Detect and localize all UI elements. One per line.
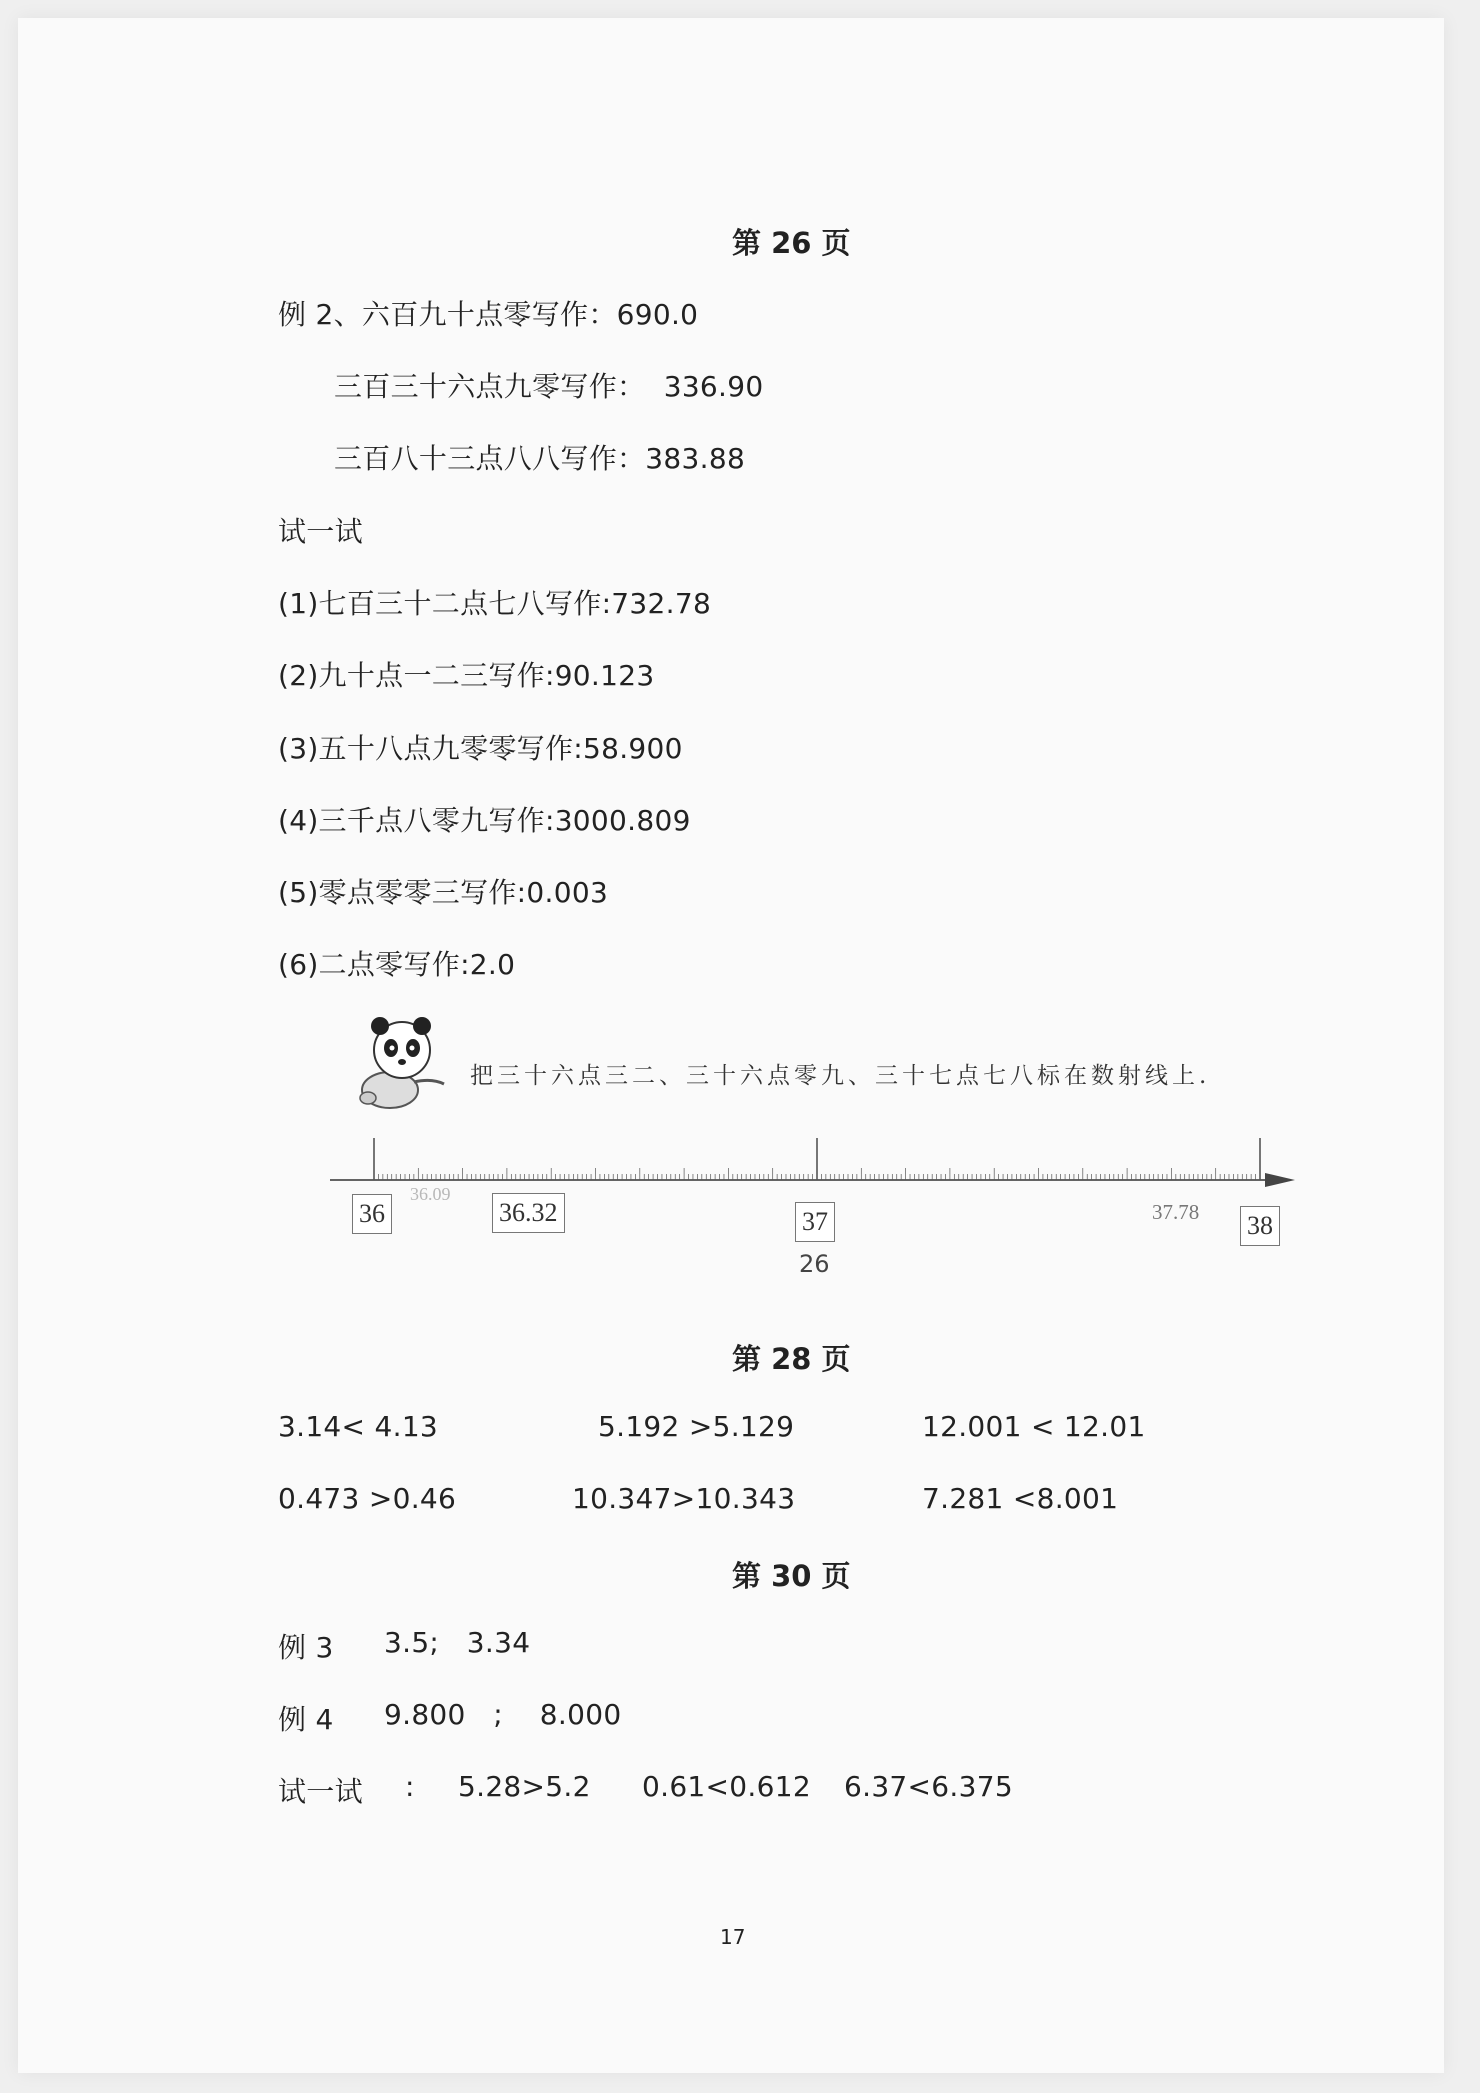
- try-it-label: 试一试: [278, 515, 363, 548]
- example-4-value: 9.800 ; 8.000: [384, 1698, 622, 1731]
- section-heading-p30: 第 30 页: [732, 1559, 851, 1593]
- comparison-r1c2: 5.192 >5.129: [598, 1410, 795, 1443]
- try-it-item-2: 0.61<0.612: [642, 1770, 811, 1803]
- try-item-6: (6)二点零写作:2.0: [278, 948, 516, 981]
- comparison-r1c1: 3.14< 4.13: [278, 1410, 439, 1443]
- try-item-5: (5)零点零零三写作:0.003: [278, 876, 609, 909]
- try-it-label-p30: 试一试: [278, 1775, 363, 1808]
- number-line-instruction: 把三十六点三二、三十六点零九、三十七点七八标在数射线上.: [470, 1063, 1211, 1089]
- number-line-label-36: 36: [352, 1194, 392, 1234]
- comparison-r2c3: 7.281 <8.001: [922, 1482, 1119, 1515]
- number-line-label-38: 38: [1240, 1206, 1280, 1246]
- number-line: [330, 1120, 1300, 1200]
- example-2-line-2: 三百三十六点九零写作： 336.90: [334, 370, 764, 403]
- try-it-colon: :: [405, 1770, 415, 1803]
- comparison-r2c2: 10.347>10.343: [572, 1482, 796, 1515]
- number-line-mark-36-09: 36.09: [410, 1184, 451, 1204]
- try-item-4: (4)三千点八零九写作:3000.809: [278, 804, 691, 837]
- panda-illustration: [350, 1012, 450, 1112]
- number-line-mark-37-78: 37.78: [1152, 1200, 1200, 1224]
- section-heading-p26: 第 26 页: [732, 226, 851, 260]
- number-line-ticks: [374, 1138, 1260, 1180]
- example-2-line-3: 三百八十三点八八写作：383.88: [334, 442, 746, 475]
- try-it-item-1: 5.28>5.2: [458, 1770, 591, 1803]
- document-page: [18, 18, 1444, 2073]
- number-line-label-37: 37: [795, 1202, 835, 1242]
- comparison-r2c1: 0.473 >0.46: [278, 1482, 457, 1515]
- example-3-value: 3.5; 3.34: [384, 1626, 531, 1659]
- try-it-item-3: 6.37<6.375: [844, 1770, 1013, 1803]
- number-line-under-label: 26: [799, 1250, 830, 1278]
- example-4-label: 例 4: [278, 1703, 334, 1736]
- section-heading-p28: 第 28 页: [732, 1342, 851, 1376]
- example-3-label: 例 3: [278, 1631, 334, 1664]
- example-2-line: 例 2、六百九十点零写作：690.0: [278, 298, 699, 331]
- page-number: 17: [720, 1925, 746, 1949]
- comparison-r1c3: 12.001 < 12.01: [922, 1410, 1146, 1443]
- try-item-1: (1)七百三十二点七八写作:732.78: [278, 587, 712, 620]
- number-line-arrow: [1265, 1173, 1295, 1187]
- try-item-3: (3)五十八点九零零写作:58.900: [278, 732, 683, 765]
- number-line-label-36-32: 36.32: [492, 1193, 565, 1233]
- try-item-2: (2)九十点一二三写作:90.123: [278, 659, 655, 692]
